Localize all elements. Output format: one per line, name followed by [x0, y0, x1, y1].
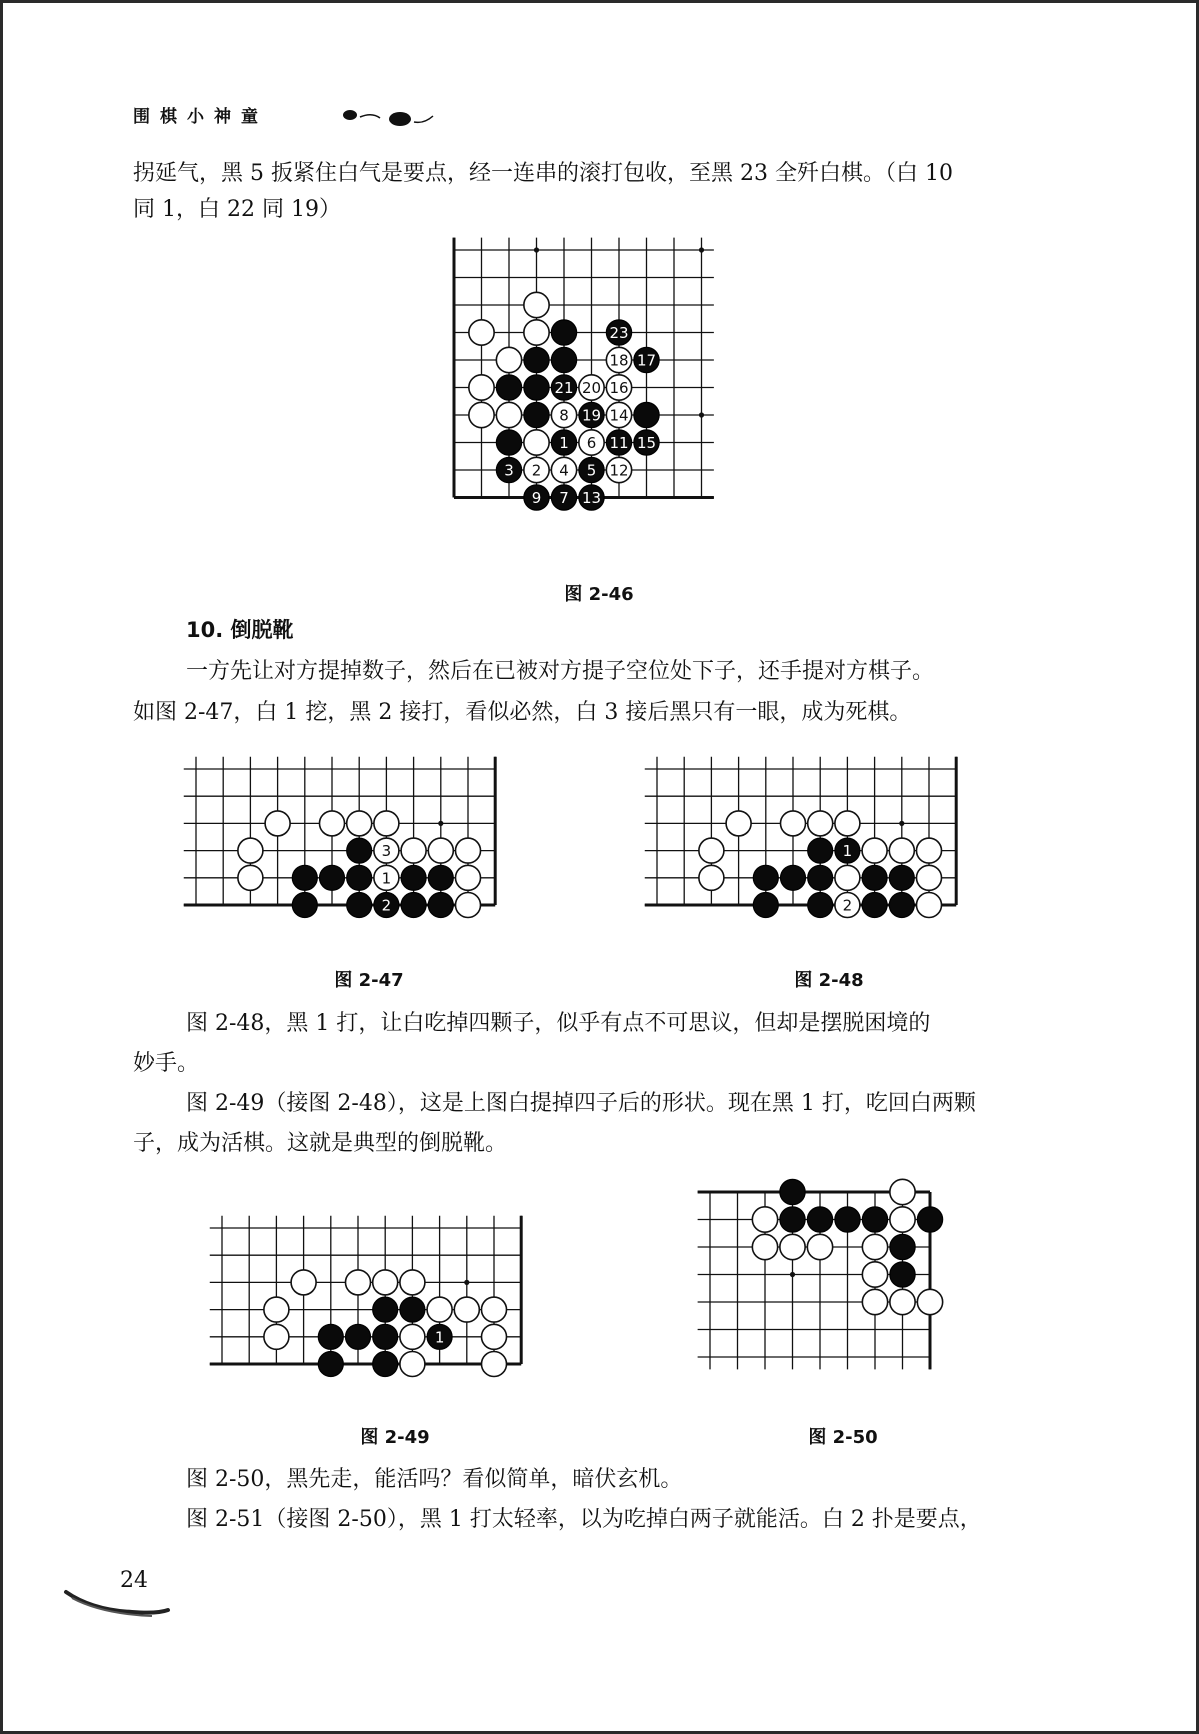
move-number: 1 [434, 1328, 445, 1347]
black-stone [890, 1234, 915, 1259]
black-stone [835, 1207, 860, 1232]
white-stone [428, 838, 453, 863]
black-stone [890, 1262, 915, 1287]
move-number: 20 [581, 379, 602, 397]
black-stone [524, 347, 549, 372]
black-stone [634, 402, 659, 427]
paragraph-line: 如图 2-47，白 1 挖，黑 2 接打，看似必然，白 3 接后黑只有一眼，成为死棋。 [133, 700, 912, 725]
black-stone [808, 865, 833, 890]
white-stone [345, 1270, 370, 1295]
move-number: 1 [842, 842, 853, 861]
header-ornament [338, 104, 438, 130]
white-stone [699, 838, 724, 863]
move-number: 7 [559, 489, 569, 507]
move-number: 5 [586, 461, 597, 480]
move-number: 4 [559, 461, 569, 480]
go-board-fig-2-50 [708, 1182, 1008, 1402]
white-stone [699, 865, 724, 890]
go-board-fig-2-48 [655, 757, 1015, 947]
paragraph-line: 图 2-49（接图 2-48），这是上图白提掉四子后的形状。现在黑 1 打，吃回白两颗 [186, 1091, 976, 1116]
star-point [534, 247, 539, 252]
black-stone [862, 892, 887, 917]
white-stone [455, 865, 480, 890]
black-stone [780, 1179, 805, 1204]
black-stone [428, 865, 453, 890]
white-stone [524, 430, 549, 455]
star-point [899, 821, 904, 826]
white-stone [264, 1297, 289, 1322]
paragraph-line: 一方先让对方提掉数子，然后在已被对方提子空位处下子，还手提对方棋子。 [186, 659, 935, 684]
white-stone [401, 838, 426, 863]
black-stone [318, 1351, 343, 1376]
white-stone [291, 1270, 316, 1295]
white-stone [524, 320, 549, 345]
move-number: 12 [609, 461, 629, 480]
move-number: 3 [504, 461, 514, 480]
white-stone [835, 865, 860, 890]
paragraph-line: 图 2-50，黑先走，能活吗？看似简单，暗伏玄机。 [186, 1467, 683, 1492]
figure-caption: 图 2-49 [360, 1427, 430, 1448]
black-stone [524, 375, 549, 400]
white-stone [890, 1179, 915, 1204]
figure-caption: 图 2-46 [564, 584, 634, 605]
white-stone [481, 1351, 506, 1376]
black-stone [319, 865, 344, 890]
black-stone [524, 402, 549, 427]
white-stone [469, 375, 494, 400]
move-number: 1 [381, 869, 392, 888]
black-stone [496, 430, 521, 455]
move-number: 21 [554, 379, 574, 397]
black-stone [551, 320, 576, 345]
black-stone [808, 892, 833, 917]
white-stone [496, 347, 521, 372]
paragraph-line: 图 2-48，黑 1 打，让白吃掉四颗子，似乎有点不可思议，但却是摆脱困境的 [186, 1011, 931, 1036]
black-stone [347, 892, 372, 917]
black-stone [753, 865, 778, 890]
move-number: 14 [609, 406, 629, 425]
white-stone [807, 1234, 832, 1259]
black-stone [292, 865, 317, 890]
star-point [699, 247, 704, 252]
black-stone [292, 892, 317, 917]
move-number: 3 [381, 842, 392, 861]
figure-caption: 图 2-50 [808, 1427, 878, 1448]
black-stone [373, 1351, 398, 1376]
black-stone [780, 1207, 805, 1232]
paragraph-line: 图 2-51（接图 2-50），黑 1 打太轻率，以为吃掉白两子就能活。白 2 扑是要点， [186, 1507, 982, 1532]
move-number: 8 [559, 406, 569, 425]
white-stone [400, 1270, 425, 1295]
black-stone [400, 1297, 425, 1322]
paragraph-line: 拐延气，黑 5 扳紧住白气是要点，经一连串的滚打包收，至黑 23 全歼白棋。（白 10 [133, 161, 953, 186]
black-stone [401, 892, 426, 917]
move-number: 13 [581, 489, 602, 507]
white-stone [374, 811, 399, 836]
move-number: 15 [636, 434, 657, 452]
black-stone [373, 1297, 398, 1322]
white-stone [264, 1324, 289, 1349]
running-header: 围棋小神童 [133, 107, 268, 127]
white-stone [469, 402, 494, 427]
black-stone [862, 1207, 887, 1232]
star-point [699, 412, 704, 417]
board-grid [454, 238, 714, 498]
white-stone [862, 1234, 887, 1259]
white-stone [890, 1289, 915, 1314]
paragraph-line: 同 1，白 22 同 19） [133, 197, 341, 222]
white-stone [916, 892, 941, 917]
star-point [438, 821, 443, 826]
white-stone [808, 811, 833, 836]
move-number: 2 [842, 896, 853, 915]
white-stone [916, 865, 941, 890]
white-stone [427, 1297, 452, 1322]
white-stone [265, 811, 290, 836]
go-board-fig-2-49 [220, 1216, 580, 1406]
white-stone [889, 838, 914, 863]
move-number: 1 [559, 434, 569, 452]
white-stone [862, 1262, 887, 1287]
white-stone [481, 1324, 506, 1349]
move-number: 19 [581, 406, 602, 425]
brush-stroke-ornament [62, 1584, 172, 1624]
white-stone [319, 811, 344, 836]
figure-caption: 图 2-48 [794, 970, 864, 991]
star-point [790, 1272, 795, 1277]
white-stone [890, 1207, 915, 1232]
black-stone [808, 838, 833, 863]
move-number: 9 [531, 489, 542, 507]
move-number: 2 [381, 896, 392, 915]
white-stone [917, 1289, 942, 1314]
black-stone [889, 892, 914, 917]
black-stone [753, 892, 778, 917]
black-stone [889, 865, 914, 890]
move-number: 11 [609, 434, 629, 452]
figure-caption: 图 2-47 [334, 970, 404, 991]
section-title: 10. 倒脱靴 [186, 618, 294, 642]
page-number: 24 [120, 1568, 148, 1593]
white-stone [752, 1207, 777, 1232]
star-point [464, 1280, 469, 1285]
black-stone [551, 347, 576, 372]
white-stone [400, 1351, 425, 1376]
move-number: 16 [609, 379, 629, 397]
move-number: 23 [609, 324, 629, 342]
black-stone [780, 865, 805, 890]
white-stone [862, 1289, 887, 1314]
black-stone [401, 865, 426, 890]
white-stone [455, 892, 480, 917]
black-stone [807, 1207, 832, 1232]
white-stone [455, 838, 480, 863]
white-stone [347, 811, 372, 836]
move-number: 17 [636, 351, 657, 370]
white-stone [780, 811, 805, 836]
move-number: 18 [609, 351, 629, 370]
move-number: 6 [586, 434, 597, 452]
white-stone [726, 811, 751, 836]
white-stone [481, 1297, 506, 1322]
white-stone [496, 402, 521, 427]
white-stone [238, 838, 263, 863]
white-stone [400, 1324, 425, 1349]
go-board-fig-2-47 [194, 757, 554, 947]
black-stone [917, 1207, 942, 1232]
white-stone [752, 1234, 777, 1259]
black-stone [318, 1324, 343, 1349]
white-stone [238, 865, 263, 890]
white-stone [780, 1234, 805, 1259]
black-stone [347, 865, 372, 890]
white-stone [524, 292, 549, 317]
go-board-fig-2-46 [440, 240, 760, 560]
white-stone [916, 838, 941, 863]
black-stone [862, 865, 887, 890]
black-stone [428, 892, 453, 917]
white-stone [835, 811, 860, 836]
paragraph-line: 子，成为活棋。这就是典型的倒脱靴。 [133, 1131, 508, 1156]
black-stone [345, 1324, 370, 1349]
paragraph-line: 妙手。 [133, 1051, 200, 1076]
white-stone [373, 1270, 398, 1295]
black-stone [347, 838, 372, 863]
white-stone [454, 1297, 479, 1322]
black-stone [496, 375, 521, 400]
move-number: 2 [531, 461, 542, 480]
white-stone [469, 320, 494, 345]
black-stone [373, 1324, 398, 1349]
white-stone [862, 838, 887, 863]
